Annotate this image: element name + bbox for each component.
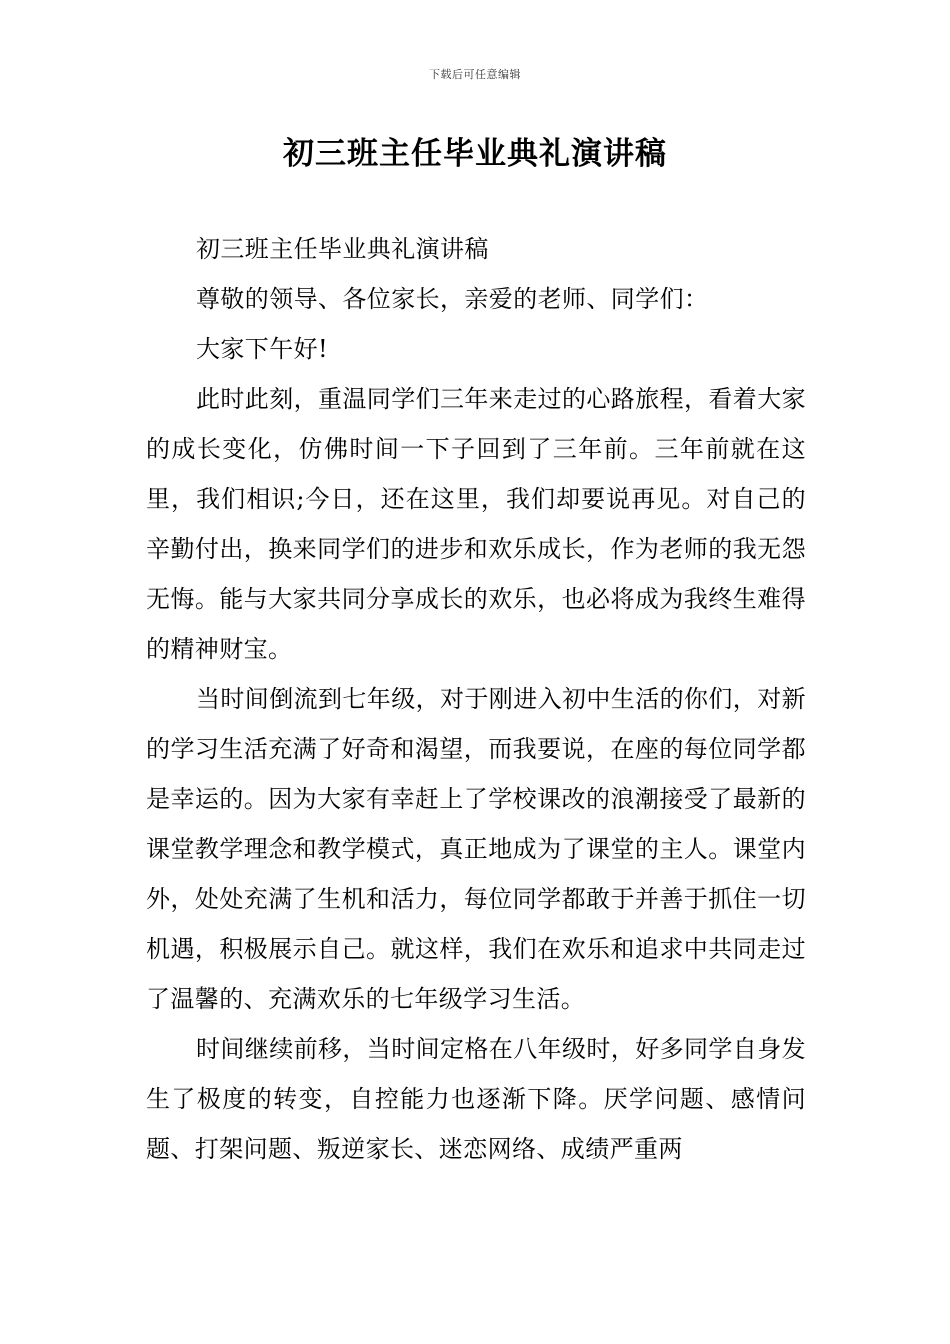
document-title: 初三班主任毕业典礼演讲稿: [283, 136, 667, 172]
page-header-note: 下载后可任意编辑: [429, 68, 521, 81]
paragraph-body-3: 时间继续前移，当时间定格在八年级时，好多同学自身发生了极度的转变，自控能力也逐渐下降。厌学问题、感情问题、打架问题、叛逆家长、迷恋网络、成绩严重两: [146, 1035, 806, 1163]
paragraph-salutation: 尊敬的领导、各位家长，亲爱的老师、同学们：: [196, 285, 709, 313]
paragraph-greeting: 大家下午好!: [196, 335, 329, 363]
paragraph-body-1: 此时此刻，重温同学们三年来走过的心路旅程，看着大家的成长变化，仿佛时间一下子回到了三年前。三年前就在这里，我们相识;今日，还在这里，我们却要说再见。对自己的辛勤付出，换来同学们的进步和欢乐成长，作为老师的我无怨无悔。能与大家共同分享成长的欢乐，也必将成为我终生难得的精神财宝。: [146, 385, 806, 663]
document-body: [146, 224, 806, 1174]
paragraph-subtitle: 初三班主任毕业典礼演讲稿: [196, 235, 489, 263]
paragraph-body-2: 当时间倒流到七年级，对于刚进入初中生活的你们，对新的学习生活充满了好奇和渴望，而我要说，在座的每位同学都是幸运的。因为大家有幸赶上了学校课改的浪潮接受了最新的课堂教学理念和教学模式，真正地成为了课堂的主人。课堂内外，处处充满了生机和活力，每位同学都敢于并善于抓住一切机遇，积极展示自己。就这样，我们在欢乐和追求中共同走过了温馨的、充满欢乐的七年级学习生活。: [146, 685, 806, 1013]
